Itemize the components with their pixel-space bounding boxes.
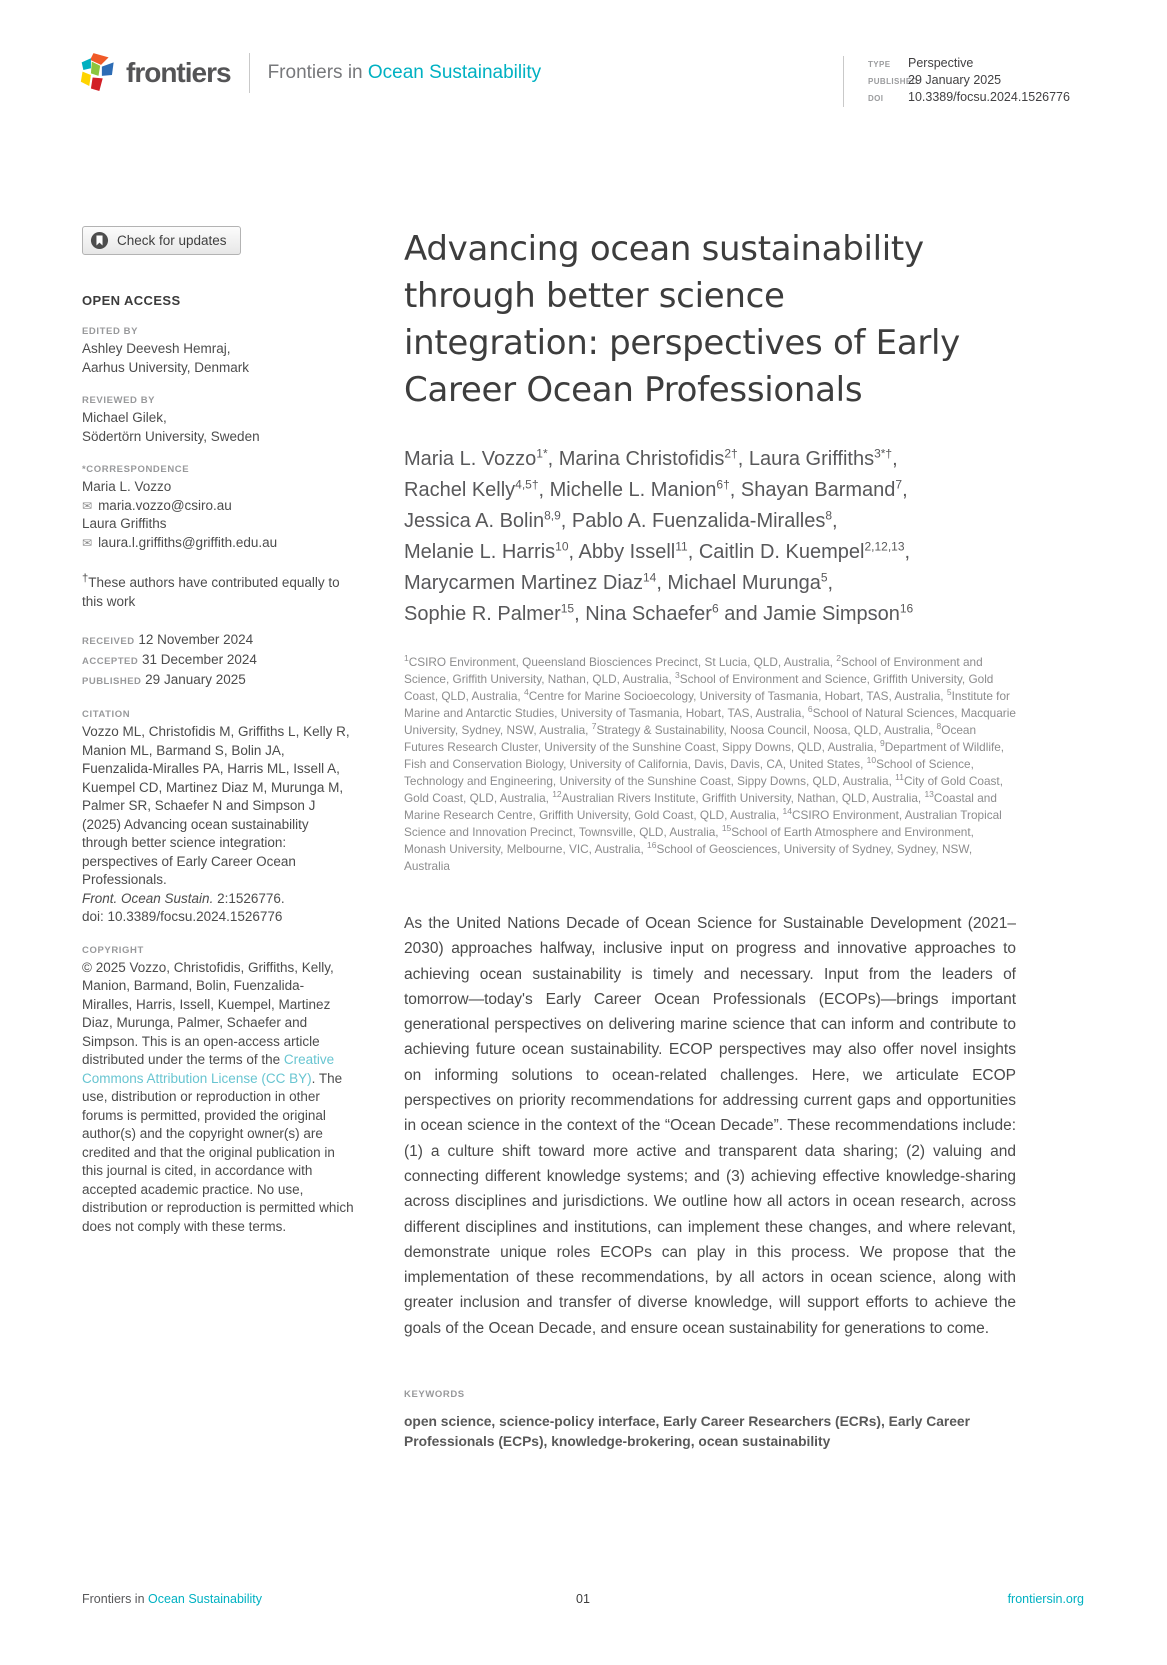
published-label: PUBLISHED	[82, 676, 142, 687]
envelope-icon: ✉	[82, 535, 93, 550]
correspondent-email[interactable]: maria.vozzo@csiro.au	[98, 497, 232, 513]
meta-published-value: 29 January 2025	[908, 73, 1002, 87]
published-row	[82, 671, 354, 691]
citation-text	[82, 723, 354, 927]
header-brand	[80, 52, 541, 93]
edited-by-text: Ashley Deevesh Hemraj, Aarhus University, Denmark	[82, 341, 250, 375]
sidebar	[82, 226, 354, 1236]
abstract-text: As the United Nations Decade of Ocean Science for Sustainable Development (2021–2030) approaches halfway, inclusive input on progress and innovative approaches to achieving ocean sustainability is timely and necessary. Input from the leaders of tomorrow—today's Early Career Ocean Professionals (ECOPs)—brings important generational perspectives on delivering marine science that can inform and contribute to achieving future ocean sustainability. ECOP perspectives may also offer novel insights on informing solutions to ocean-related challenges. Here, we articulate ECOP perspectives on priority recommendations for addressing current gaps and opportunities in ocean science in the context of the “Ocean Decade”. These recommendations include: (1) a culture shift toward more active and transparent data sharing; (2) valuing and connecting different knowledge systems; and (3) achieving effective knowledge-sharing across disciplines and jurisdictions. We outline how all actors in ocean research, across different disciplines and institutions, can implement these changes, and where relevant, demonstrate unique roles ECOPs can play in this process. We propose that the implementation of these recommendations, by all actors in ocean science, along with greater inclusion and transfer of diverse knowledge, will support efforts to achieve the goals of the Ocean Decade, and ensure ocean sustainability for generations to come.	[404, 915, 1016, 1337]
meta-published-row	[868, 73, 1108, 88]
meta-published-label: PUBLISHED	[868, 77, 918, 86]
reviewed-by-label: REVIEWED BY	[82, 395, 156, 406]
main-column	[404, 226, 1016, 1452]
meta-doi-label: DOI	[868, 94, 884, 103]
journal-name	[268, 62, 542, 84]
received-value: 12 November 2024	[138, 632, 254, 647]
check-for-updates-button[interactable]	[82, 226, 241, 255]
keywords-label: KEYWORDS	[404, 1389, 465, 1401]
check-for-updates-label: Check for updates	[117, 233, 227, 248]
correspondence-label: *CORRESPONDENCE	[82, 464, 190, 475]
accepted-row	[82, 651, 354, 671]
copyright-label: COPYRIGHT	[82, 944, 144, 956]
correspondent-email[interactable]: laura.l.griffiths@griffith.edu.au	[98, 534, 278, 550]
brand-divider	[249, 53, 250, 93]
citation-volume: 2:1526776.	[213, 890, 285, 906]
meta-type-row	[868, 56, 1108, 71]
copyright-post: . The use, distribution or reproduction in other forums is permitted, provided the original author(s) and the copyright owner(s) are credited and that the original publication in this journal is cited, in accordance with accepted academic practice. No use, distribution or reproduction is permitted which does not comply with these terms.	[82, 1070, 354, 1234]
history-dates	[82, 631, 354, 691]
keywords-text: open science, science-policy interface, Early Career Researchers (ECRs), Early Career Professionals (ECPs), knowledge-brokering, ocean sustainability	[404, 1414, 970, 1450]
published-value: 29 January 2025	[145, 672, 246, 687]
copyright-text	[82, 959, 354, 1237]
edited-by-label: EDITED BY	[82, 326, 139, 337]
footer-journal	[82, 1592, 262, 1606]
meta-type-value: Perspective	[908, 56, 974, 70]
bookmark-circle-icon	[90, 231, 109, 250]
cc-by-license-link[interactable]: Creative Commons Attribution License (CC BY)	[82, 1052, 335, 1086]
journal-title: Ocean Sustainability	[367, 61, 542, 83]
meta-doi-value: 10.3389/focsu.2024.1526776	[908, 90, 1070, 104]
accepted-value: 31 December 2024	[142, 652, 257, 667]
accepted-label: ACCEPTED	[82, 656, 139, 667]
article-meta	[843, 56, 1108, 107]
correspondent-email-row	[82, 497, 354, 516]
copyright-pre: © 2025 Vozzo, Christofidis, Griffiths, Kelly, Manion, Barmand, Bolin, Fuenzalida-Miralles, Harris, Issell, Kuempel, Martinez Diaz, Murunga, Palmer, Schaefer and Simpson. This is an open-access article distributed under the terms of the	[82, 959, 334, 1067]
received-row	[82, 631, 354, 651]
reviewed-by-text: Michael Gilek, Södertörn University, Sweden	[82, 410, 260, 444]
footer-site-link[interactable]: frontiersin.org	[1007, 1592, 1084, 1606]
meta-type-label: TYPE	[868, 60, 891, 69]
equal-note-text: These authors have contributed equally to this work	[82, 575, 340, 609]
citation-doi: doi: 10.3389/focsu.2024.1526776	[82, 909, 283, 924]
journal-prefix: Frontiers in	[267, 61, 363, 83]
author-list: Maria L. Vozzo$^{1*}$, Marina Christofidis$^{2\dagger}$, Laura Griffiths$^{3*\dagger}$, Rachel Kelly$^{4,5\dagger}$, Michelle L. Manion$^{6\dagger}$, Shayan Barmand$^7$, Jessica A. Bolin$^{8,9}$, Pablo A. Fuenzalida-Miralles$^8$, Melanie L. Harris$^{10}$, Abby Issell$^{11}$, Caitlin D. Kuempel$^{2,12,13}$, Marycarmen Martinez Diaz$^{14}$, Michael Murunga$^5$, Sophie R. Palmer$^{15}$, Nina Schaefer$^6$ and Jamie Simpson$^{16}$	[404, 446, 914, 625]
page-number: 01	[576, 1592, 590, 1606]
open-access-heading: OPEN ACCESS	[82, 293, 181, 308]
dagger-mark: †	[82, 572, 89, 585]
brand-wordmark: frontiers	[126, 56, 231, 88]
envelope-icon: ✉	[82, 498, 93, 513]
footer-journal-prefix: Frontiers in	[82, 1592, 145, 1606]
citation-body: Vozzo ML, Christofidis M, Griffiths L, Kelly R, Manion ML, Barmand S, Bolin JA, Fuenzalida-Miralles PA, Harris ML, Issell A, Kuempel CD, Martinez Diaz M, Murunga M, Palmer SR, Schaefer N and Simpson J (2025) Advancing ocean sustainability through better science integration: perspectives of Early Career Ocean Professionals.	[82, 724, 350, 887]
meta-doi-row	[868, 90, 1108, 105]
citation-label: CITATION	[82, 709, 131, 720]
equal-contribution-note	[82, 574, 354, 611]
footer-journal-title: Ocean Sustainability	[148, 1592, 262, 1606]
correspondent-name: Maria L. Vozzo	[82, 479, 172, 494]
correspondent-name: Laura Griffiths	[82, 516, 167, 531]
affiliation-list: $^1$CSIRO Environment, Queensland Biosciences Precinct, St Lucia, QLD, Australia, $^2$School of Environment and Science, Griffith University, Nathan, QLD, Australia, $^3$School of Environment and Science, Griffith University, Gold Coast, QLD, Australia, $^4$Centre for Marine Socioecology, University of Tasmania, Hobart, TAS, Australia, $^5$Institute for Marine and Antarctic Studies, University of Tasmania, Hobart, TAS, Australia, $^6$School of Natural Sciences, Macquarie University, Sydney, NSW, Australia, $^7$Strategy & Sustainability, Noosa Council, Noosa, QLD, Australia, $^8$Ocean Futures Research Cluster, University of the Sunshine Coast, Sippy Downs, QLD, Australia, $^9$Department of Wildlife, Fish and Conservation Biology, University of California, Davis, Davis, CA, United States, $^{10}$School of Science, Technology and Engineering, University of the Sunshine Coast, Sippy Downs, QLD, Australia, $^{11}$City of Gold Coast, Gold Coast, QLD, Australia, $^{12}$Australian Rivers Institute, Griffith University, Nathan, QLD, Australia, $^{13}$Coastal and Marine Research Centre, Griffith University, Gold Coast, QLD, Australia, $^{14}$CSIRO Environment, Australian Tropical Science and Innovation Precinct, Townsville, QLD, Australia, $^{15}$School of Earth Atmosphere and Environment, Monash University, Melbourne, VIC, Australia, $^{16}$School of Geosciences, University of Sydney, Sydney, NSW, Australia	[404, 653, 1016, 873]
received-label: RECEIVED	[82, 636, 135, 647]
frontiers-logo-icon	[80, 52, 117, 93]
citation-journal: Front. Ocean Sustain.	[82, 890, 214, 906]
article-title: Advancing ocean sustainability through better science integration: perspectives of Early Career Ocean Professionals	[404, 229, 960, 410]
correspondent-email-row	[82, 534, 354, 553]
